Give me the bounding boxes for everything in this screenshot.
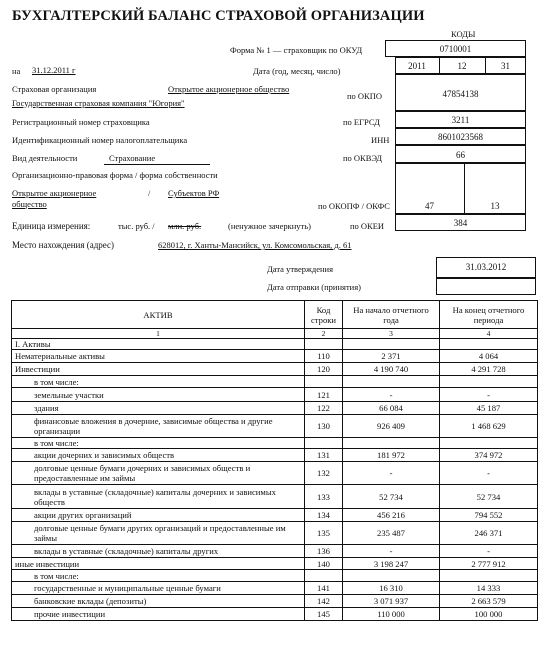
table-row <box>12 350 538 363</box>
row-name: акции других организаций <box>12 509 305 522</box>
row-name: в том числе: <box>12 570 305 582</box>
row-name: в том числе: <box>12 438 305 449</box>
row-code: 141 <box>305 582 343 595</box>
table-row <box>12 582 538 595</box>
row-code <box>305 438 343 449</box>
row-start-value: - <box>343 462 440 485</box>
header-end: На конец отчетного периода <box>440 301 538 329</box>
row-name: долговые ценные бумаги дочерних и зависимых обществ и предоставленные им займы <box>12 462 305 485</box>
row-start-value <box>343 376 440 388</box>
date-day: 31 <box>501 61 510 71</box>
table-header-row <box>12 301 538 329</box>
column-number: 3 <box>343 329 440 339</box>
okved-label: по ОКВЭД <box>343 153 383 163</box>
units-million: млн. руб. <box>168 221 202 231</box>
row-start-value: 181 972 <box>343 449 440 462</box>
table-row <box>12 522 538 545</box>
header-code: Код строки <box>305 301 343 329</box>
table-row <box>12 363 538 376</box>
row-code <box>305 339 343 350</box>
row-start-value <box>343 339 440 350</box>
location-value: 628012, г. Ханты-Мансийск, ул. Комсомольская, д. 61 <box>158 240 352 250</box>
row-code: 110 <box>305 350 343 363</box>
row-code: 142 <box>305 595 343 608</box>
row-code: 135 <box>305 522 343 545</box>
okei-code: 384 <box>453 218 468 228</box>
org-type: Открытое акционерное общество <box>168 84 290 94</box>
row-name: вклады в уставные (складочные) капиталы других <box>12 545 305 558</box>
row-code <box>305 376 343 388</box>
okopf-label: по ОКОПФ / ОКФС <box>318 201 390 211</box>
row-name: государственные и муниципальные ценные бумаги <box>12 582 305 595</box>
row-end-value: 100 000 <box>440 608 538 621</box>
row-start-value: - <box>343 545 440 558</box>
row-name: Нематериальные активы <box>12 350 305 363</box>
row-name: в том числе: <box>12 376 305 388</box>
row-start-value: 3 071 937 <box>343 595 440 608</box>
table-row <box>12 462 538 485</box>
table-row <box>12 402 538 415</box>
row-end-value: 4 291 728 <box>440 363 538 376</box>
table-row <box>12 449 538 462</box>
row-code: 122 <box>305 402 343 415</box>
ownership-value: Субъектов РФ <box>168 188 220 198</box>
row-code: 131 <box>305 449 343 462</box>
balance-table <box>11 300 538 621</box>
org-label: Страховая организация <box>12 84 97 94</box>
row-end-value: 246 371 <box>440 522 538 545</box>
table-row <box>12 570 538 582</box>
table-row <box>12 438 538 449</box>
row-start-value: 66 084 <box>343 402 440 415</box>
row-code: 145 <box>305 608 343 621</box>
row-end-value: 2 777 912 <box>440 558 538 570</box>
row-start-value: 52 734 <box>343 485 440 509</box>
row-start-value: 16 310 <box>343 582 440 595</box>
egrsd-label: по ЕГРСД <box>343 117 380 127</box>
row-end-value: 374 972 <box>440 449 538 462</box>
row-name: Инвестиции <box>12 363 305 376</box>
approval-value: 31.03.2012 <box>465 262 507 272</box>
approval-label: Дата утверждения <box>267 264 333 274</box>
row-end-value: 1 468 629 <box>440 415 538 438</box>
row-start-value <box>343 438 440 449</box>
row-code <box>305 570 343 582</box>
legal-form-line2: общество <box>12 199 47 209</box>
units-note: (ненужное зачеркнуть) <box>228 221 311 231</box>
date-year: 2011 <box>408 61 426 71</box>
row-end-value <box>440 376 538 388</box>
okpo-label: по ОКПО <box>347 91 383 101</box>
inn-label: ИНН <box>371 135 390 145</box>
row-code: 136 <box>305 545 343 558</box>
row-name: банковские вклады (депозиты) <box>12 595 305 608</box>
row-start-value: 926 409 <box>343 415 440 438</box>
okfs-code: 13 <box>490 201 500 211</box>
table-row <box>12 485 538 509</box>
legal-form-line1: Открытое акционерное <box>12 188 97 198</box>
date-month: 12 <box>457 61 467 71</box>
activity-label: Вид деятельности <box>12 153 78 163</box>
okpo-code: 47854138 <box>442 89 479 99</box>
row-start-value: - <box>343 388 440 402</box>
sending-label: Дата отправки (принятия) <box>267 282 361 292</box>
row-end-value: 52 734 <box>440 485 538 509</box>
table-row <box>12 545 538 558</box>
activity-value: Страхование <box>109 153 156 163</box>
table-row <box>12 509 538 522</box>
row-name: здания <box>12 402 305 415</box>
row-name: иные инвестиции <box>12 558 305 570</box>
header-asset: АКТИВ <box>12 301 305 329</box>
legal-form-label: Организационно-правовая форма / форма собственности <box>12 170 218 180</box>
row-code: 121 <box>305 388 343 402</box>
form-code: 0710001 <box>439 44 472 54</box>
row-end-value: 2 663 579 <box>440 595 538 608</box>
table-row <box>12 608 538 621</box>
table-row <box>12 339 538 350</box>
table-row <box>12 558 538 570</box>
org-name: Государственная страховая компания "Югория" <box>12 98 185 108</box>
reg-label: Регистрационный номер страховщика <box>12 117 150 127</box>
row-name: акции дочерних и зависимых обществ <box>12 449 305 462</box>
location-label: Место нахождения (адрес) <box>12 240 115 250</box>
egrsd-code: 3211 <box>451 115 470 125</box>
header-start: На начало отчетного года <box>343 301 440 329</box>
table-row <box>12 376 538 388</box>
row-end-value: - <box>440 545 538 558</box>
row-code: 120 <box>305 363 343 376</box>
row-start-value: 2 371 <box>343 350 440 363</box>
row-name: вклады в уставные (складочные) капиталы дочерних и зависимых обществ <box>12 485 305 509</box>
row-code: 134 <box>305 509 343 522</box>
row-code: 130 <box>305 415 343 438</box>
row-end-value <box>440 339 538 350</box>
row-start-value: 4 190 740 <box>343 363 440 376</box>
row-end-value: 14 333 <box>440 582 538 595</box>
row-end-value: 794 552 <box>440 509 538 522</box>
inn-code: 8601023568 <box>438 132 483 142</box>
inn-row-label: Идентификационный номер налогоплательщика <box>12 135 188 145</box>
row-name: земельные участки <box>12 388 305 402</box>
column-number: 1 <box>12 329 305 339</box>
row-name: финансовые вложения в дочерние, зависимые общества и другие организации <box>12 415 305 438</box>
units-label: Единица измерения: <box>12 221 91 231</box>
codes-header: КОДЫ <box>451 29 476 39</box>
row-name: прочие инвестиции <box>12 608 305 621</box>
date-label: Дата (год, месяц, число) <box>253 66 341 76</box>
row-name: I. Активы <box>12 339 305 350</box>
okved-code: 66 <box>456 150 465 160</box>
row-end-value <box>440 438 538 449</box>
okopf-code: 47 <box>425 201 434 211</box>
row-start-value: 3 198 247 <box>343 558 440 570</box>
on-label: на <box>12 66 21 76</box>
row-end-value: - <box>440 462 538 485</box>
table-row <box>12 415 538 438</box>
row-end-value: 45 187 <box>440 402 538 415</box>
row-end-value: 4 064 <box>440 350 538 363</box>
row-end-value: - <box>440 388 538 402</box>
row-end-value <box>440 570 538 582</box>
report-date: 31.12.2011 г <box>32 65 76 75</box>
table-row <box>12 388 538 402</box>
column-number: 4 <box>440 329 538 339</box>
table-row <box>12 595 538 608</box>
row-code: 140 <box>305 558 343 570</box>
units-thousand: тыс. руб. / <box>118 221 155 231</box>
row-code: 132 <box>305 462 343 485</box>
sending-box <box>436 278 536 295</box>
row-start-value: 235 487 <box>343 522 440 545</box>
table-number-row <box>12 329 538 339</box>
document-title: БУХГАЛТЕРСКИЙ БАЛАНС СТРАХОВОЙ ОРГАНИЗАЦИИ <box>12 8 425 24</box>
legal-form-slash: / <box>148 188 151 198</box>
row-start-value: 456 216 <box>343 509 440 522</box>
row-start-value <box>343 570 440 582</box>
row-start-value: 110 000 <box>343 608 440 621</box>
okei-label: по ОКЕИ <box>350 221 385 231</box>
row-name: долговые ценные бумаги других организаций и предоставленные им займы <box>12 522 305 545</box>
row-code: 133 <box>305 485 343 509</box>
column-number: 2 <box>305 329 343 339</box>
form-label: Форма № 1 — страховщик по ОКУД <box>230 45 363 55</box>
